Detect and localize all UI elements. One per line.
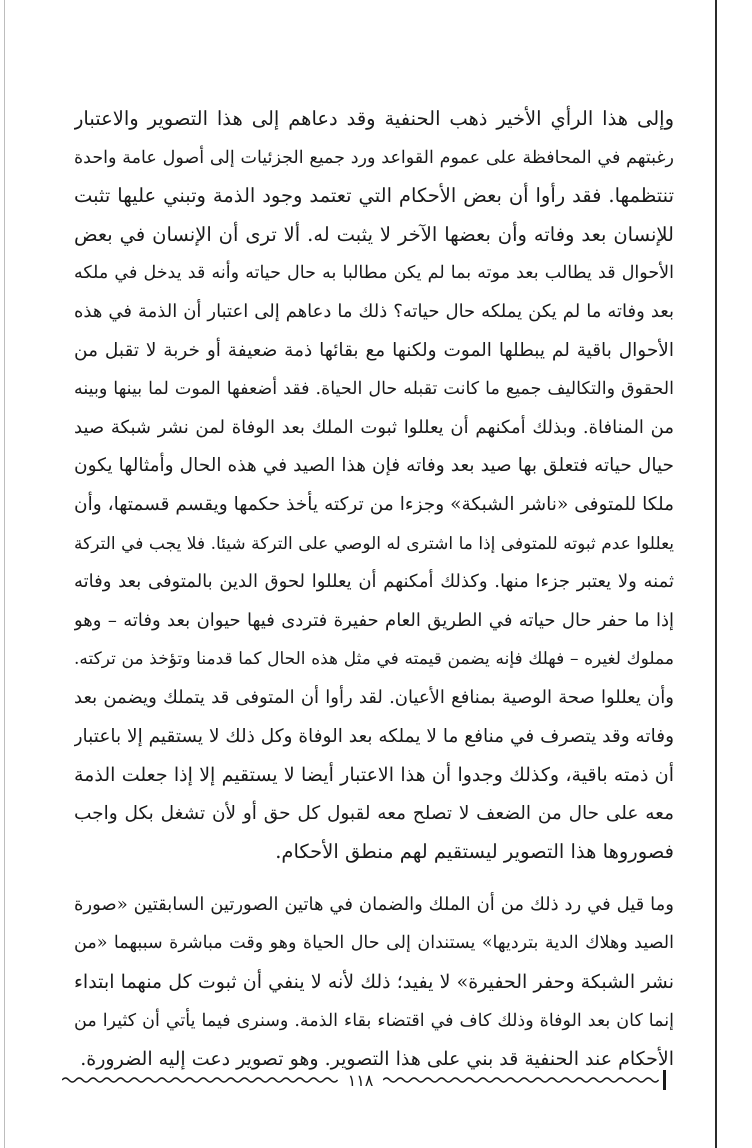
text-line: وإلى هذا الرأي الأخير ذهب الحنفية وقد دعاهم إلى هذا التصوير والاعتبار <box>74 107 674 130</box>
page-footer <box>62 1068 666 1092</box>
text-line: حيال حياته فتعلق بها صيد بعد وفاته فإن هذا الصيد في هذه الحال وأمثالها يكون <box>74 455 674 477</box>
text-line: وما قيل في رد ذلك من أن الملك والضمان في هاتين الصورتين السابقتين «صورة <box>74 893 674 915</box>
text-line: رغبتهم في المحافظة على عموم القواعد ورد جميع الجزئيات إلى أصول عامة واحدة <box>74 147 674 168</box>
text-line: ملكا للمتوفى «ناشر الشبكة» وجزءا من تركته يأخذ حكمها ويقسم قسمتها، وأن <box>74 493 674 515</box>
body-text <box>74 100 674 1079</box>
text-line: بعد وفاته ما لم يكن يملكه حال حياته؟ ذلك ما دعاهم إلى اعتبار أن الذمة في هذه <box>74 300 674 322</box>
page-left-edge <box>4 0 5 1148</box>
footer-ornament-right <box>383 1074 659 1086</box>
text-line: وأن يعللوا صحة الوصية بمنافع الأعيان. لقد رأوا أن المتوفى قد يتملك ويضمن بعد <box>74 686 674 708</box>
text-line: إنما كان بعد الوفاة وذلك كاف في اقتضاء بقاء الذمة. وسنرى فيما يأتي أن كثيرا من <box>74 1010 674 1031</box>
page-number: ١١٨ <box>347 1070 374 1090</box>
text-line: معه على حال من الضعف لا تصلح معه لقبول كل حق أو لأن تشغل بكل واجب <box>74 802 674 824</box>
text-line: الأحوال قد يطالب بعد موته بما لم يكن مطالبا به حال حياته وأنه قد يدخل في ملكه <box>74 263 674 284</box>
text-line: إذا ما حفر حال حياته في الطريق العام حفيرة فتردى فيها حيوان بعد وفاته – وهو <box>74 609 674 631</box>
text-line: فصوروها هذا التصوير ليستقيم لهم منطق الأحكام. <box>275 840 674 864</box>
text-line: وفاته وقد يتصرف في منافع ما لا يملكه بعد الوفاة وكل ذلك لا يستقيم إلا باعتبار <box>74 725 674 747</box>
text-line: الحقوق والتكاليف جميع ما كانت تقبله حال الحياة. فقد أضعفها الموت لما بينها وبينه <box>74 379 674 400</box>
text-line: الأحكام عند الحنفية قد بني على هذا التصوير. وهو تصوير دعت إليه الضرورة. <box>80 1048 674 1071</box>
text-line: الصيد وهلاك الدية بترديها» يستندان إلى حال الحياة وهو وقت مباشرة سببهما «من <box>74 933 674 954</box>
paragraph-gap <box>74 872 674 886</box>
footer-ornament-left <box>62 1074 338 1086</box>
text-line: مملوك لغيره – فهلك فإنه يضمن قيمته في مثل هذه الحال كما قدمنا وتؤخذ من تركته. <box>74 649 674 670</box>
text-line: أن ذمته باقية، وكذلك وجدوا أن هذا الاعتبار أيضا لا يستقيم إلا إذا جعلت الذمة <box>74 764 674 787</box>
text-line: تنتظمها. فقد رأوا أن بعض الأحكام التي تعتمد وجود الذمة وتبني عليها تثبت <box>74 184 674 208</box>
text-line: الأحوال باقية لم يبطلها الموت ولكنها مع بقائها ذمة ضعيفة أو خربة لا تقبل من <box>74 339 674 361</box>
text-line: ثمنه ولا يعتبر جزءا منها. وكذلك أمكنهم أن يعللوا لحوق الدين بالمتوفى بعد وفاته <box>74 571 674 593</box>
text-line: للإنسان بعد وفاته وأن بعضها الآخر لا يثبت له. ألا ترى أن الإنسان في بعض <box>74 222 674 246</box>
text-line: نشر الشبكة وحفر الحفيرة» لا يفيد؛ ذلك لأنه لا ينفي أن ثبوت كل منهما ابتداء <box>74 971 674 994</box>
footer-end-bar <box>663 1070 666 1090</box>
text-line: يعللوا عدم ثبوته للمتوفى إذا ما اشترى له الوصي على التركة شيئا. فلا يجب في التركة <box>74 533 674 554</box>
text-line: من المنافاة. وبذلك أمكنهم أن يعللوا ثبوت الملك بعد الوفاة لمن نشر شبكة صيد <box>74 416 674 438</box>
